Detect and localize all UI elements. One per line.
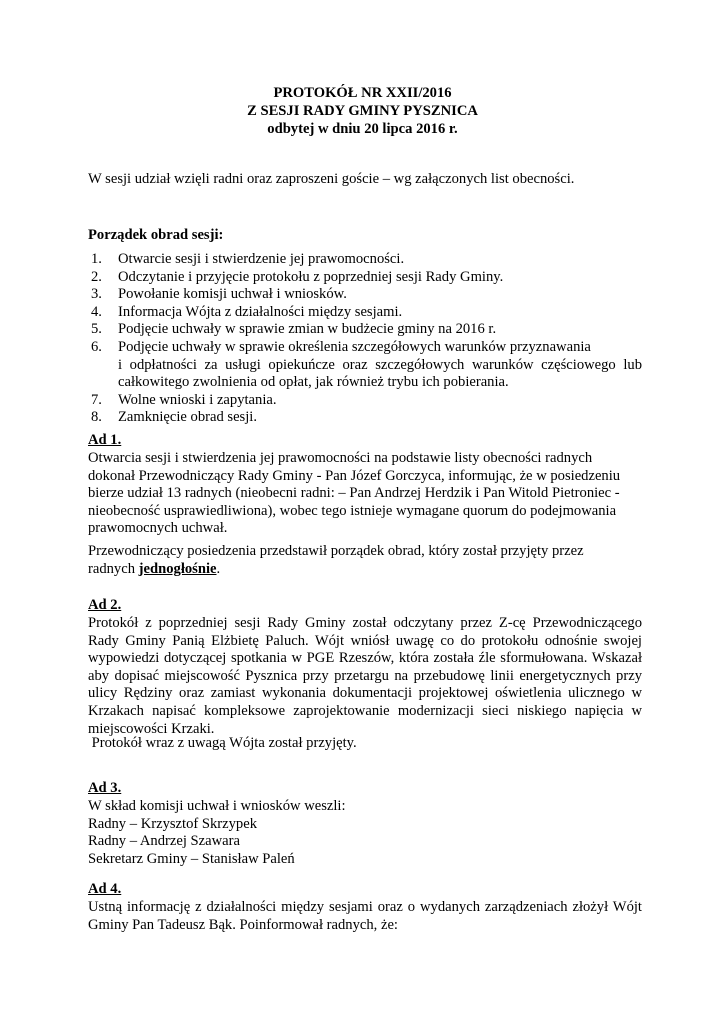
list-item bbox=[88, 251, 642, 269]
ad1-heading: Ad 1. bbox=[88, 432, 122, 448]
list-item-text: Zamknięcie obrad sesji. bbox=[118, 409, 257, 426]
paragraph-line: Protokół z poprzedniej sesji Rady Gminy został odczytany przez Z-cę Przewodniczącego bbox=[88, 615, 642, 631]
list-item-number: 2. bbox=[91, 268, 102, 285]
list-item bbox=[88, 304, 642, 322]
paragraph-line: prawomocnych uchwał. bbox=[88, 520, 228, 537]
emphasis-unanimously: jednogłośnie bbox=[138, 560, 217, 577]
list-item-number: 5. bbox=[91, 321, 102, 338]
paragraph-line: Radny – Andrzej Szawara bbox=[88, 833, 240, 850]
ad3-list bbox=[88, 798, 642, 868]
ad1-paragraph-2 bbox=[88, 543, 642, 578]
paragraph-line: Radny – Krzysztof Skrzypek bbox=[88, 815, 258, 832]
list-item-text: Informacja Wójta z działalności między sesjami. bbox=[118, 303, 403, 320]
paragraph-line: miejscowości Krzaki. bbox=[88, 720, 215, 737]
list-item bbox=[88, 269, 642, 287]
title-line-1: PROTOKÓŁ NR XXII/2016 bbox=[273, 85, 452, 101]
paragraph-line: dokonał Przewodniczący Rady Gminy - Pan Józef Gorczyca, informując, że w posiedzeniu bbox=[88, 467, 621, 484]
list-item bbox=[88, 392, 642, 410]
title-line-3: odbytej w dniu 20 lipca 2016 r. bbox=[267, 121, 458, 137]
list-item-text: Podjęcie uchwały w sprawie zmian w budżecie gminy na 2016 r. bbox=[118, 321, 497, 338]
ad4-heading: Ad 4. bbox=[88, 881, 122, 897]
list-item-text: Otwarcie sesji i stwierdzenie jej prawomocności. bbox=[118, 251, 405, 267]
ad2-heading: Ad 2. bbox=[88, 597, 122, 613]
agenda-heading: Porządek obrad sesji: bbox=[88, 227, 224, 243]
list-item bbox=[88, 286, 642, 304]
paragraph-line: Rady Gminy Panią Elżbietę Paluch. Wójt wniósł uwagę co do protokołu odnośnie swojej bbox=[88, 632, 642, 649]
ad4-paragraph bbox=[88, 899, 642, 934]
paragraph-line: Przewodniczący posiedzenia przedstawił porządek obrad, który został przyjęty przez bbox=[88, 543, 584, 559]
list-item-text: Wolne wnioski i zapytania. bbox=[118, 391, 277, 408]
list-item bbox=[88, 409, 642, 427]
text-run: . bbox=[216, 560, 221, 577]
paragraph-line: Otwarcia sesji i stwierdzenia jej prawomocności na podstawie listy obecności radnych bbox=[88, 450, 593, 466]
paragraph-line: nieobecność usprawiedliwiona), wobec tego istnieje wymagane quorum do podejmowania bbox=[88, 502, 617, 519]
paragraph-line: wypowiedzi dotyczącej spotkania w PGE Rzeszów, która została źle sformułowana. Wskazał bbox=[88, 650, 642, 667]
text-run: radnych bbox=[88, 560, 139, 577]
paragraph-line bbox=[88, 561, 642, 579]
list-item-number: 8. bbox=[91, 409, 102, 426]
list-item-number: 1. bbox=[91, 251, 102, 267]
ad1-paragraph bbox=[88, 450, 642, 538]
title-line-2: Z SESJI RADY GMINY PYSZNICA bbox=[247, 103, 478, 119]
paragraph-line: aby dopisać miejscowość Pysznica przy przetargu na przebudowę linii energetycznych przy bbox=[88, 667, 642, 684]
list-item-number: 3. bbox=[91, 286, 102, 303]
attendance-intro: W sesji udział wzięli radni oraz zaproszeni goście – wg załączonych list obecności. bbox=[88, 171, 575, 187]
list-item bbox=[88, 339, 642, 357]
paragraph-line: bierze udział 13 radnych (nieobecni radni: – Pan Andrzej Herdzik i Pan Witold Pietroniec - bbox=[88, 485, 620, 502]
list-item-text: Podjęcie uchwały w sprawie określenia szczegółowych warunków przyznawania bbox=[118, 338, 591, 355]
list-item-number: 4. bbox=[91, 303, 102, 320]
list-item-text: Powołanie komisji uchwał i wniosków. bbox=[118, 286, 347, 303]
document-title bbox=[0, 84, 725, 138]
paragraph-line: Sekretarz Gminy – Stanisław Paleń bbox=[88, 850, 295, 867]
list-item bbox=[88, 321, 642, 339]
agenda-list bbox=[88, 251, 642, 427]
paragraph-line: Ustną informację z działalności między sesjami oraz o wydanych zarządzeniach złożył Wójt bbox=[88, 899, 642, 915]
list-item-continuation: i odpłatności za usługi opiekuńcze oraz szczegółowych warunków częściowego lub bbox=[118, 356, 642, 373]
list-item-continuation: całkowitego zwolnienia od opłat, jak również trybu ich pobierania. bbox=[118, 374, 509, 391]
ad3-heading: Ad 3. bbox=[88, 780, 122, 796]
paragraph-line: Krzakach napisać kompleksowe zaprojektowanie modernizacji sieci niskiego napięcia w bbox=[88, 702, 642, 719]
ad2-paragraph bbox=[88, 615, 642, 738]
list-item-number: 6. bbox=[91, 338, 102, 355]
paragraph-line: ulicy Rędziny oraz zamiast wykonania dokumentacji projektowej oświetlenia ulicznego w bbox=[88, 685, 642, 702]
paragraph-line: W skład komisji uchwał i wniosków weszli: bbox=[88, 798, 346, 814]
ad2-closing: Protokół wraz z uwagą Wójta został przyjęty. bbox=[88, 735, 357, 751]
paragraph-line: Gminy Pan Tadeusz Bąk. Poinformował radnych, że: bbox=[88, 916, 398, 933]
list-item-number: 7. bbox=[91, 391, 102, 408]
list-item-text: Odczytanie i przyjęcie protokołu z poprzedniej sesji Rady Gminy. bbox=[118, 268, 504, 285]
